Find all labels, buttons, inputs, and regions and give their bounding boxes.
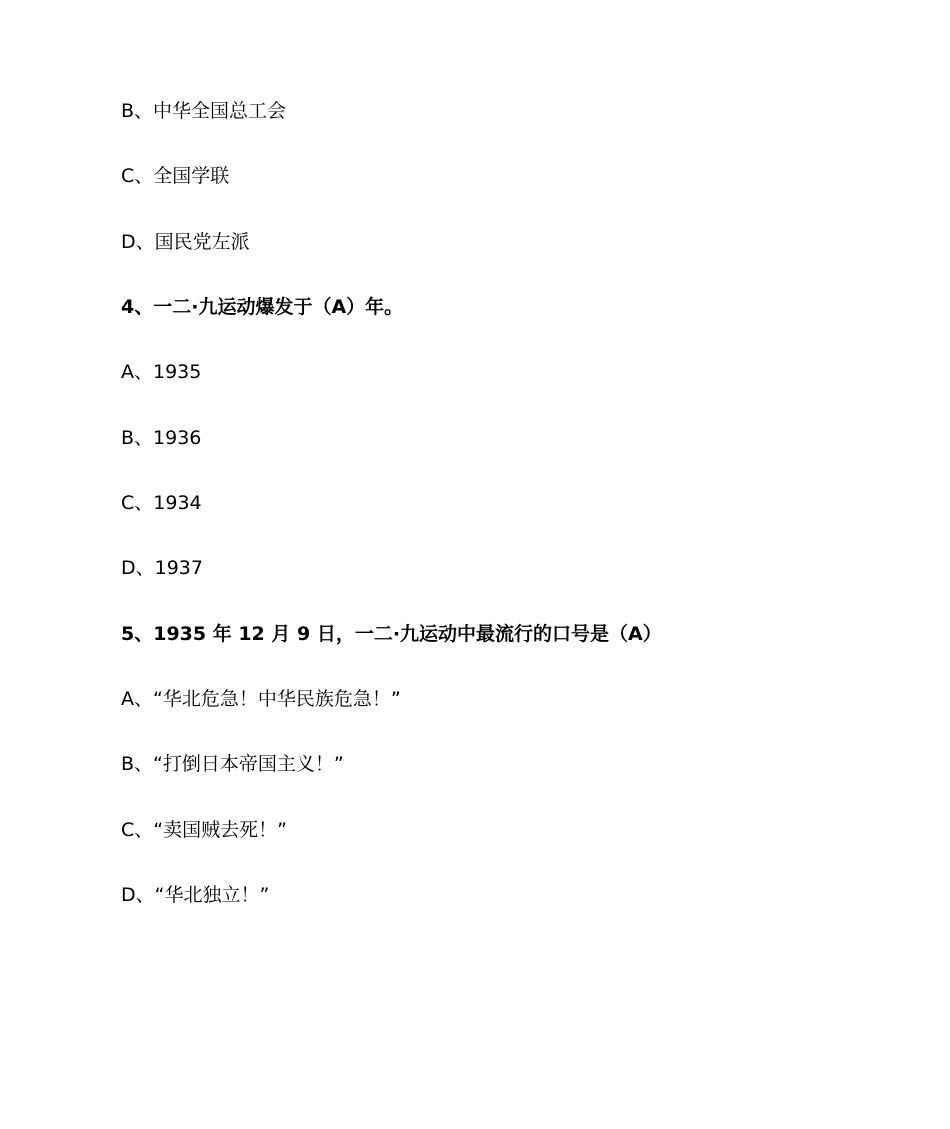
option-3b: B、中华全国总工会 — [121, 100, 287, 122]
option-3c: C、全国学联 — [121, 165, 230, 187]
option-5d: D、“华北独立！” — [121, 884, 270, 906]
option-4a: A、1935 — [121, 361, 202, 383]
option-4b: B、1936 — [121, 427, 202, 449]
option-4d: D、1937 — [121, 557, 203, 579]
option-5a: A、“华北危急！中华民族危急！” — [121, 688, 401, 710]
option-5b: B、“打倒日本帝国主义！” — [121, 753, 344, 775]
question-4: 4、一二·九运动爆发于（A）年。 — [121, 296, 404, 318]
option-5c: C、“卖国贼去死！” — [121, 819, 287, 841]
option-3d: D、国民党左派 — [121, 231, 250, 253]
question-5: 5、1935 年 12 月 9 日，一二·九运动中最流行的口号是（A） — [121, 623, 662, 645]
option-4c: C、1934 — [121, 492, 202, 514]
